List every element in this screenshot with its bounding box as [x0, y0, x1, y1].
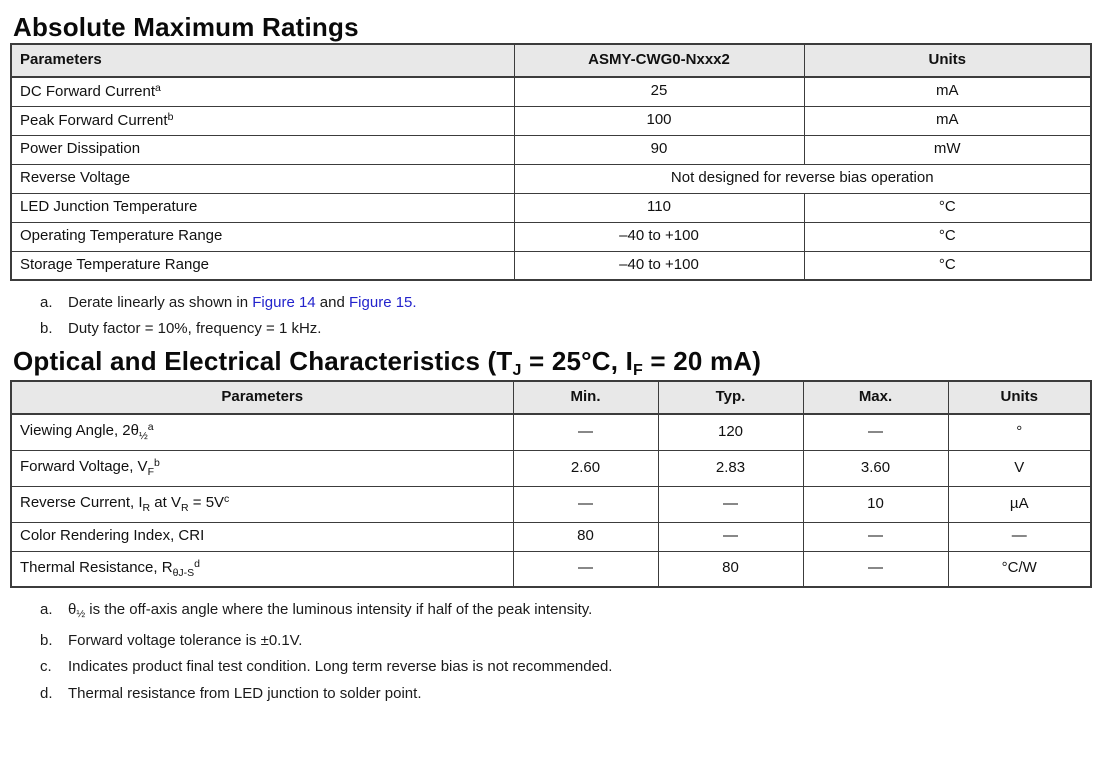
footnote-text: $\theta_{\frac{1}{2}}$ is the off-axis angle where the luminous intensity if half of the peak intensity.	[68, 601, 593, 620]
footnote-label: b.	[40, 320, 53, 337]
table-row	[11, 164, 1091, 193]
min-cell: —	[513, 414, 658, 450]
units-cell: °C/W	[948, 551, 1091, 587]
column-header-parameters: Parameters	[11, 44, 514, 77]
column-header-max: Max.	[803, 381, 948, 414]
max-cell: —	[803, 414, 948, 450]
footnote-label: d.	[40, 684, 53, 702]
page-title-optical-electrical-characteristics: Optical and Electrical Characteristics ($T_J = 25^\circ C$, $I_F = 20$ mA)	[13, 346, 762, 379]
absolute-maximum-ratings-table	[10, 43, 1092, 281]
figure-link[interactable]: .	[412, 294, 417, 311]
parameter-cell: Storage Temperature Range	[11, 251, 514, 280]
units-cell: mW	[804, 135, 1091, 164]
parameter-cell: Reverse Current, $I_R$ at $V_R = 5V^c$	[11, 486, 513, 522]
footnote-text: Duty factor = 10%, frequency = 1 kHz.	[68, 320, 322, 337]
table-header-row	[11, 44, 1091, 77]
table-row	[11, 135, 1091, 164]
column-header-units: Units	[948, 381, 1091, 414]
optical-electrical-characteristics-table	[10, 380, 1092, 588]
parameter-cell: Color Rendering Index, CRI	[11, 522, 513, 551]
footnote-item	[40, 597, 1090, 628]
value-cell: 110	[514, 193, 804, 222]
figure-link[interactable]: Figure 14	[252, 294, 316, 311]
footnotes-absolute-maximum-ratings	[40, 290, 1090, 342]
parameter-cell: Operating Temperature Range	[11, 222, 514, 251]
typ-cell: 120	[658, 414, 803, 450]
footnote-text: Derate linearly as shown in Figure 14 and Figure 15.	[68, 294, 417, 311]
table-row	[11, 222, 1091, 251]
page-title-absolute-maximum-ratings: Absolute Maximum Ratings	[13, 12, 359, 42]
column-header-part-number: ASMY-CWG0-Nxxx2	[514, 44, 804, 77]
footnote-label: a.	[40, 294, 53, 311]
footnote-item	[40, 316, 1090, 342]
min-cell: 80	[513, 522, 658, 551]
typ-cell: —	[658, 486, 803, 522]
value-cell: –40 to +100	[514, 251, 804, 280]
table-row	[11, 486, 1091, 522]
footnote-text: Thermal resistance from LED junction to solder point.	[68, 684, 422, 702]
units-cell: mA	[804, 106, 1091, 135]
max-cell: —	[803, 551, 948, 587]
value-cell: –40 to +100	[514, 222, 804, 251]
column-header-typ: Typ.	[658, 381, 803, 414]
footnote-label: b.	[40, 631, 53, 649]
typ-cell: 2.83	[658, 450, 803, 486]
parameter-cell: Power Dissipation	[11, 135, 514, 164]
column-header-parameters: Parameters	[11, 381, 513, 414]
min-cell: 2.60	[513, 450, 658, 486]
table-row	[11, 106, 1091, 135]
max-cell: —	[803, 522, 948, 551]
value-cell-spanning: Not designed for reverse bias operation	[514, 164, 1091, 193]
footnote-item	[40, 654, 1090, 681]
units-cell: °C	[804, 251, 1091, 280]
parameter-cell: Reverse Voltage	[11, 164, 514, 193]
table-row	[11, 551, 1091, 587]
units-cell: °C	[804, 222, 1091, 251]
max-cell: 10	[803, 486, 948, 522]
footnote-label: a.	[40, 601, 53, 618]
units-cell: mA	[804, 77, 1091, 106]
units-cell: °C	[804, 193, 1091, 222]
typ-cell: —	[658, 522, 803, 551]
column-header-units: Units	[804, 44, 1091, 77]
table-row	[11, 251, 1091, 280]
table-row	[11, 77, 1091, 106]
parameter-cell: DC Forward Current$^a$	[11, 77, 514, 106]
units-cell: µA	[948, 486, 1091, 522]
typ-cell: 80	[658, 551, 803, 587]
min-cell: —	[513, 551, 658, 587]
value-cell: 90	[514, 135, 804, 164]
parameter-cell: Forward Voltage, $V_F^b$	[11, 450, 513, 486]
table-row	[11, 193, 1091, 222]
footnote-item	[40, 290, 1090, 316]
value-cell: 25	[514, 77, 804, 106]
units-cell: —	[948, 522, 1091, 551]
parameter-cell: Thermal Resistance, $R_{\theta J-S}^d$	[11, 551, 513, 587]
units-cell: °	[948, 414, 1091, 450]
units-cell: V	[948, 450, 1091, 486]
footnotes-optical-electrical	[40, 597, 1090, 707]
parameter-cell: LED Junction Temperature	[11, 193, 514, 222]
value-cell: 100	[514, 106, 804, 135]
table-row	[11, 522, 1091, 551]
table-header-row	[11, 381, 1091, 414]
column-header-min: Min.	[513, 381, 658, 414]
footnote-item	[40, 628, 1090, 655]
max-cell: 3.60	[803, 450, 948, 486]
min-cell: —	[513, 486, 658, 522]
footnote-label: c.	[40, 658, 52, 675]
footnote-item	[40, 681, 1090, 708]
footnote-text: Indicates product final test condition. Long term reverse bias is not recommended.	[68, 658, 613, 675]
table-row	[11, 450, 1091, 486]
parameter-cell: Peak Forward Current$^b$	[11, 106, 514, 135]
parameter-cell: Viewing Angle, $2\theta_{\frac{1}{2}}^a$	[11, 414, 513, 450]
figure-link[interactable]: Figure 15	[349, 294, 413, 311]
footnote-text: Forward voltage tolerance is ±0.1V.	[68, 631, 303, 649]
table-row	[11, 414, 1091, 450]
